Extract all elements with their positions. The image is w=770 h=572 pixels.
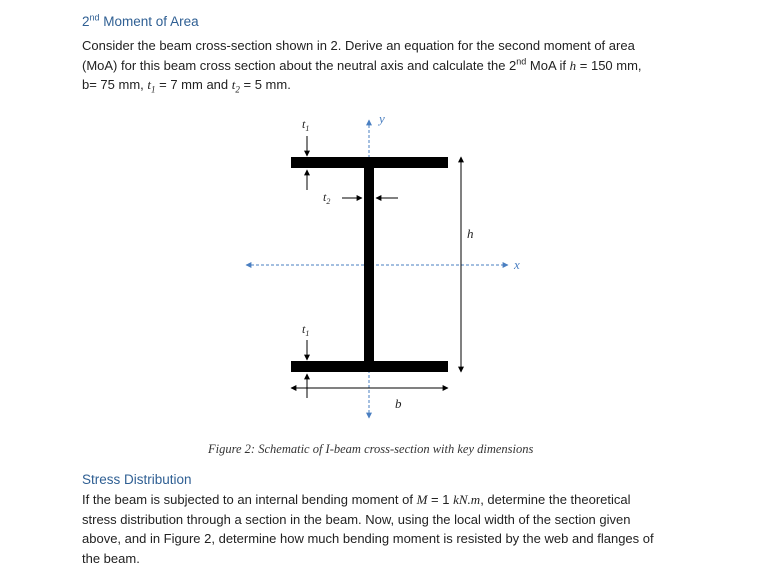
x-axis-label: x <box>514 257 520 272</box>
t1-bottom-label: $t_1$ <box>302 322 310 338</box>
stress-line-1: If the beam is subjected to an internal bending moment of M = 1 kN.m, determine the theoretical <box>82 492 631 507</box>
stress-line-3: above, and in Figure 2, determine how much bending moment is resisted by the web and flanges of <box>82 531 654 546</box>
t1-top-label: $t_1$ <box>302 117 310 133</box>
moa-line-2: (MoA) for this beam cross section about the neutral axis and calculate the 2nd MoA if h = 150 mm, <box>82 56 642 73</box>
h-label: h <box>467 226 474 241</box>
web <box>364 168 374 361</box>
moa-line-3: b= 75 mm, $t_1 = 7$ mm and $t_2 = 5$ mm. <box>82 77 291 95</box>
moa-line-1: Consider the beam cross-section shown in 2. Derive an equation for the second moment of area <box>82 38 635 53</box>
t2-label: $t_2$ <box>323 190 331 206</box>
section-heading-moment-of-area: 2nd Moment of Area <box>82 12 199 29</box>
figure-caption: Figure 2: Schematic of I-beam cross-section with key dimensions <box>208 442 534 456</box>
y-axis-label: y <box>379 111 385 126</box>
stress-line-2: stress distribution through a section in the beam. Now, using the local width of the section given <box>82 511 631 527</box>
stress-paragraph <box>82 490 702 568</box>
stress-line-4: the beam. <box>82 550 140 566</box>
bottom-flange <box>291 361 448 372</box>
top-flange <box>291 157 448 168</box>
b-label: b <box>395 396 402 411</box>
section-heading-stress-distribution: Stress Distribution <box>82 472 192 487</box>
